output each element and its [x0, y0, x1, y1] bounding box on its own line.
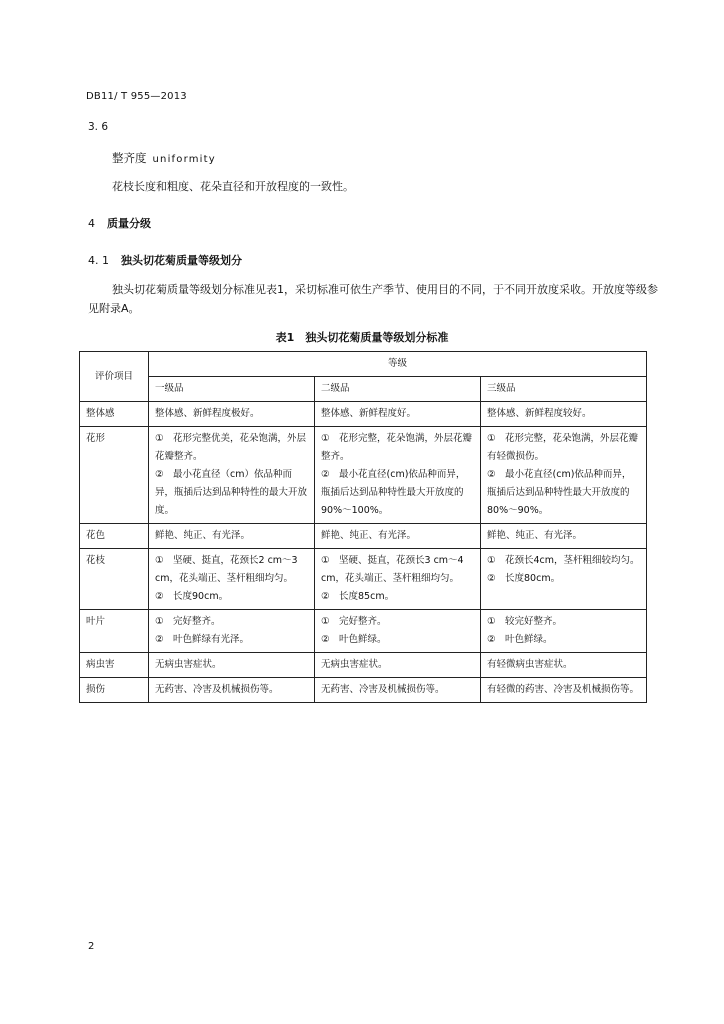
grade-1-cell	[149, 678, 315, 703]
cell-line: 有轻微病虫害症状。	[487, 659, 573, 670]
cell-line: 无药害、冷害及机械损伤等。	[321, 684, 445, 695]
grade-1-cell	[149, 524, 315, 549]
cell-line: ① 花形完整，花朵饱满，外层花瓣整齐。	[321, 433, 473, 462]
grade-1-cell	[149, 549, 315, 610]
grade-1-cell	[149, 427, 315, 524]
cell-line: ② 最小花直径(cm)依品种而异，瓶插后达到品种特性最大开放度的80%～90%。	[487, 469, 632, 516]
table-header-row	[80, 352, 647, 377]
cell-line: ② 长度90cm。	[155, 591, 229, 602]
cell-line: ① 较完好整齐。	[487, 616, 563, 627]
grade-3-cell	[481, 653, 647, 678]
grade-3-cell	[481, 524, 647, 549]
header-item-cell: 评价项目	[80, 352, 149, 402]
section-4-title: 质量分级	[107, 217, 151, 230]
cell-line: ① 坚硬、挺直，花颈长2 cm～3 cm，花头端正、茎杆粗细均匀。	[155, 555, 298, 584]
grade-3-cell	[481, 402, 647, 427]
cell-line: ② 长度85cm。	[321, 591, 395, 602]
term-zh: 整齐度	[112, 151, 147, 165]
grade-2-cell	[315, 524, 481, 549]
section-4-1-title: 独头切花菊质量等级划分	[121, 254, 242, 267]
cell-line: 鲜艳、纯正、有光泽。	[155, 530, 251, 541]
table-row	[80, 653, 647, 678]
cell-line: ① 完好整齐。	[155, 616, 221, 627]
term-definition: 花枝长度和粗度、花朵直径和开放程度的一致性。	[112, 180, 354, 193]
cell-line: ① 花颈长4cm，茎杆粗细较均匀。	[487, 555, 640, 566]
grade-1-cell	[149, 402, 315, 427]
row-item-cell: 损伤	[80, 678, 149, 703]
term-en: uniformity	[152, 154, 216, 165]
grade-3-cell	[481, 678, 647, 703]
section-4-1-paragraph: 独头切花菊质量等级划分标准见表1，采切标准可依生产季节、使用目的不同，于不同开放度采收。开放度等级参见附录A。	[88, 283, 658, 315]
grade-3-header: 三级品	[481, 377, 647, 402]
cell-line: 无病虫害症状。	[155, 659, 222, 670]
grade-2-cell	[315, 427, 481, 524]
cell-line: 鲜艳、纯正、有光泽。	[321, 530, 417, 541]
cell-line: ② 最小花直径(cm)依品种而异，瓶插后达到品种特性最大开放度的90%～100%。	[321, 469, 466, 516]
cell-line: ② 叶色鲜绿。	[321, 634, 387, 645]
cell-line: 整体感、新鲜程度好。	[321, 408, 417, 419]
row-item-cell: 病虫害	[80, 653, 149, 678]
grading-table-body	[80, 352, 647, 703]
row-item-cell: 花色	[80, 524, 149, 549]
cell-line: ① 坚硬、挺直，花颈长3 cm～4 cm，花头端正、茎杆粗细均匀。	[321, 555, 464, 584]
table-row	[80, 427, 647, 524]
section-4-number: 4	[88, 217, 95, 230]
section-4-1-heading	[88, 252, 242, 268]
section-4-1-number: 4. 1	[88, 254, 109, 267]
grade-1-cell	[149, 610, 315, 653]
row-item-cell: 花枝	[80, 549, 149, 610]
grade-2-cell	[315, 402, 481, 427]
grade-2-cell	[315, 610, 481, 653]
table-caption: 表1 独头切花菊质量等级划分标准	[275, 331, 449, 344]
row-item-cell: 整体感	[80, 402, 149, 427]
grade-1-cell	[149, 653, 315, 678]
cell-line: ② 长度80cm。	[487, 573, 561, 584]
document-code: DB11/ T 955—2013	[86, 91, 187, 102]
cell-line: 有轻微的药害、冷害及机械损伤等。	[487, 684, 640, 695]
grading-table	[79, 351, 647, 703]
row-item-cell: 叶片	[80, 610, 149, 653]
cell-line: 整体感、新鲜程度较好。	[487, 408, 592, 419]
cell-line: 无病虫害症状。	[321, 659, 388, 670]
table-row	[80, 524, 647, 549]
grade-2-cell	[315, 678, 481, 703]
table-row	[80, 610, 647, 653]
grade-2-header: 二级品	[315, 377, 481, 402]
section-number-3-6: 3. 6	[88, 121, 109, 133]
section-4-heading	[88, 215, 151, 231]
page-number: 2	[88, 941, 95, 952]
cell-line: ② 最小花直径（cm）依品种而异，瓶插后达到品种特性的最大开放度。	[155, 469, 308, 516]
cell-line: 鲜艳、纯正、有光泽。	[487, 530, 583, 541]
cell-line: ② 叶色鲜绿。	[487, 634, 553, 645]
grade-2-cell	[315, 653, 481, 678]
row-item-cell: 花形	[80, 427, 149, 524]
grade-2-cell	[315, 549, 481, 610]
cell-line: 无药害、冷害及机械损伤等。	[155, 684, 279, 695]
grade-1-header: 一级品	[149, 377, 315, 402]
cell-line: ① 花形完整优美，花朵饱满，外层花瓣整齐。	[155, 433, 307, 462]
table-row	[80, 678, 647, 703]
table-row	[80, 402, 647, 427]
cell-line: ① 完好整齐。	[321, 616, 387, 627]
table-grade-row	[80, 377, 647, 402]
header-grade-cell: 等级	[149, 352, 647, 377]
term-heading	[112, 150, 216, 166]
grade-3-cell	[481, 549, 647, 610]
table-row	[80, 549, 647, 610]
cell-line: ① 花形完整，花朵饱满，外层花瓣有轻微损伤。	[487, 433, 639, 462]
cell-line: 整体感、新鲜程度极好。	[155, 408, 260, 419]
grade-3-cell	[481, 610, 647, 653]
grade-3-cell	[481, 427, 647, 524]
cell-line: ② 叶色鲜绿有光泽。	[155, 634, 250, 645]
